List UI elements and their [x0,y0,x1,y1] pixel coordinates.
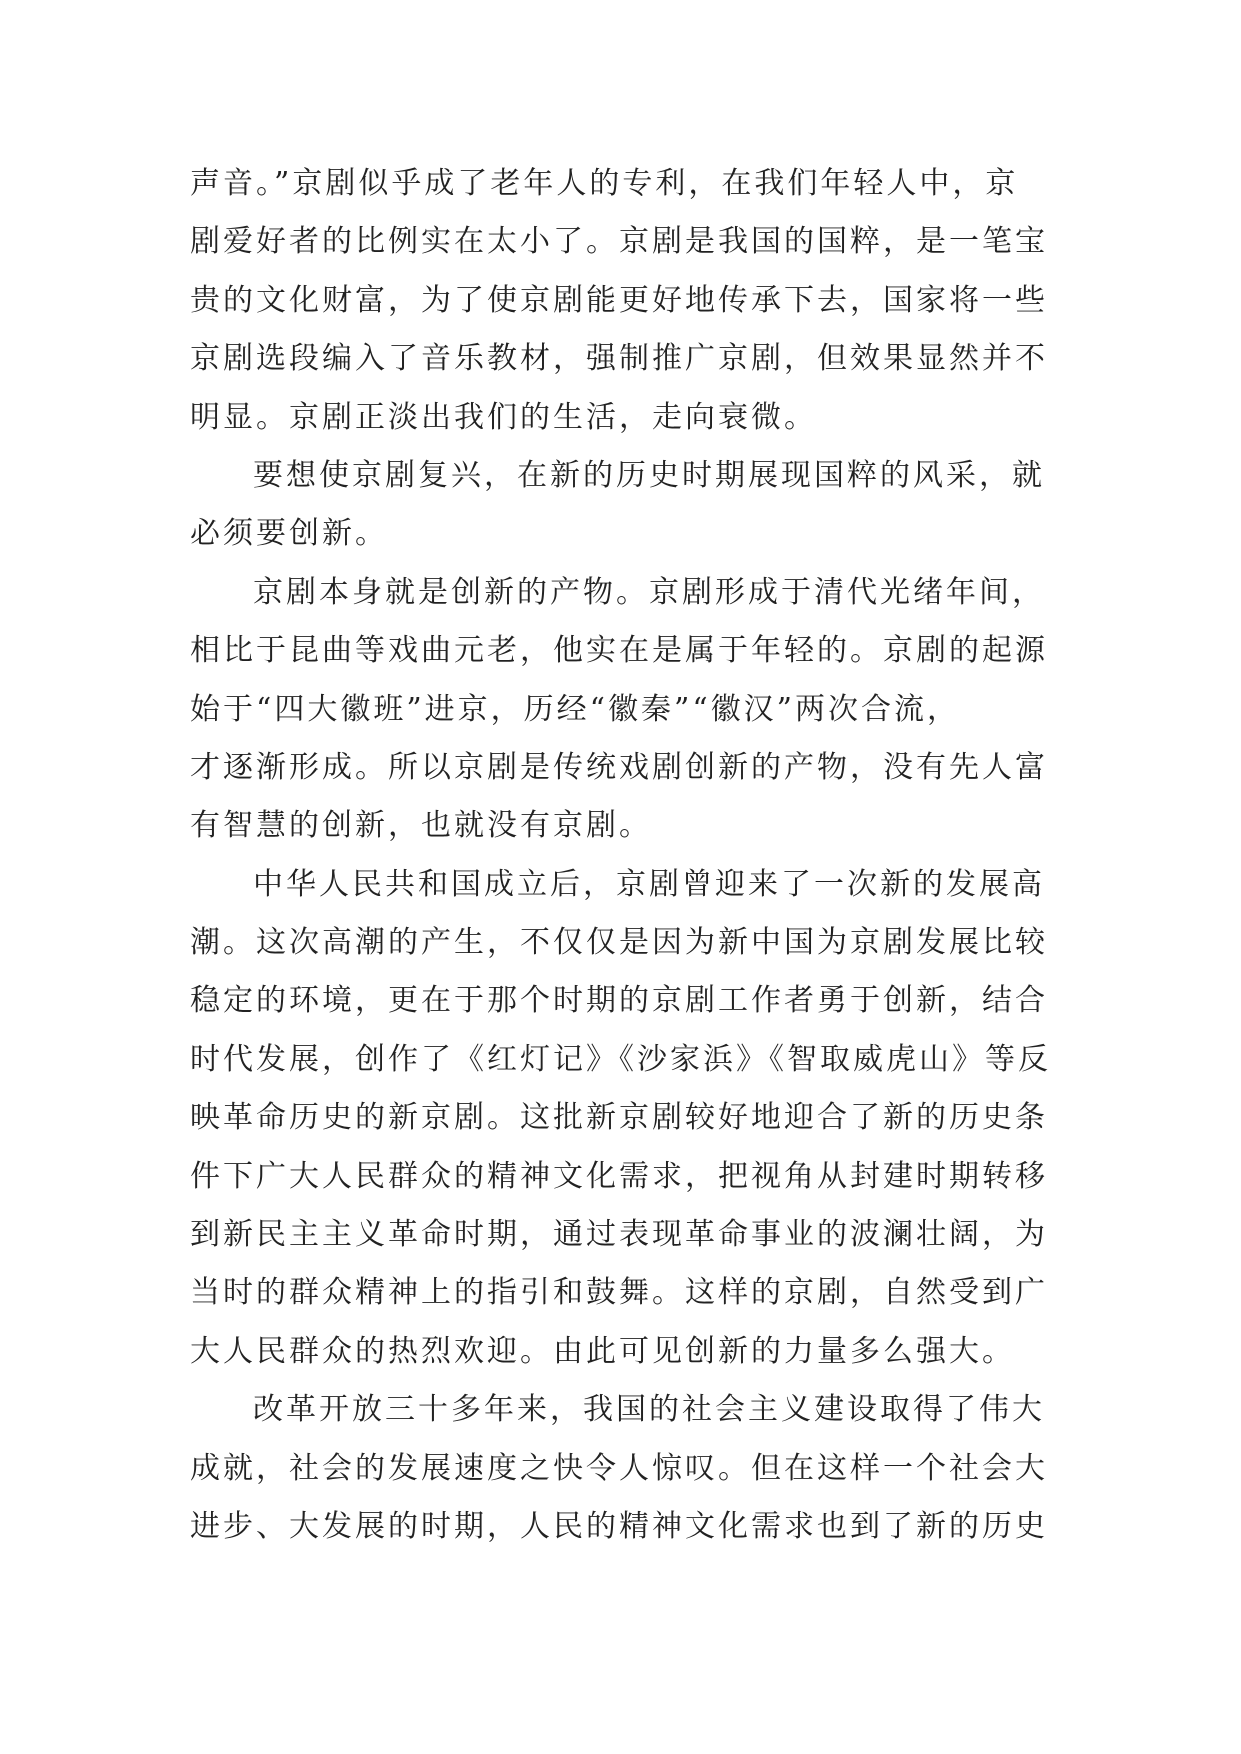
text-line: 明显。京剧正淡出我们的生活，走向衰微。 [190,399,817,435]
text-line: 始于“四大徽班”进京，历经“徽秦”“徽汉”两次合流， [190,691,961,727]
text-line: 潮。这次高潮的产生，不仅仅是因为新中国为京剧发展比较 [190,925,1048,961]
text-line: 才逐渐形成。所以京剧是传统戏剧创新的产物，没有先人富 [190,749,1048,785]
text-line: 相比于昆曲等戏曲元老，他实在是属于年轻的。京剧的起源 [190,633,1048,669]
text-line: 成就，社会的发展速度之快令人惊叹。但在这样一个社会大 [190,1450,1048,1486]
text-line: 映革命历史的新京剧。这批新京剧较好地迎合了新的历史条 [190,1100,1048,1136]
text-line: 声音。”京剧似乎成了老年人的专利，在我们年轻人中，京 [190,166,1019,201]
text-line: 京剧选段编入了音乐教材，强制推广京剧，但效果显然并不 [190,341,1048,377]
text-line: 到新民主主义革命时期，通过表现革命事业的波澜壮阔，为 [190,1217,1048,1253]
text-line: 件下广大人民群众的精神文化需求，把视角从封建时期转移 [190,1158,1048,1194]
text-line: 稳定的环境，更在于那个时期的京剧工作者勇于创新，结合 [190,983,1048,1019]
text-line: 必须要创新。 [190,516,388,552]
text-line: 大人民群众的热烈欢迎。由此可见创新的力量多么强大。 [190,1333,1015,1369]
text-line: 剧爱好者的比例实在太小了。京剧是我国的国粹，是一笔宝 [190,224,1048,260]
paragraph-first-line: 京剧本身就是创新的产物。京剧形成于清代光绪年间， [253,574,1045,610]
text-line: 当时的群众精神上的指引和鼓舞。这样的京剧，自然受到广 [190,1275,1048,1311]
paragraph-first-line: 中华人民共和国成立后，京剧曾迎来了一次新的发展高 [253,866,1045,902]
text-line: 有智慧的创新，也就没有京剧。 [190,808,652,844]
text-line: 贵的文化财富，为了使京剧能更好地传承下去，国家将一些 [190,282,1048,318]
document-page [190,155,1060,1556]
text-line: 进步、大发展的时期，人民的精神文化需求也到了新的历史 [190,1508,1048,1544]
paragraph-first-line: 要想使京剧复兴，在新的历史时期展现国粹的风采，就 [253,457,1045,493]
text-line: 时代发展，创作了《红灯记》《沙家浜》《智取威虎山》等反 [190,1041,1051,1077]
paragraph-first-line: 改革开放三十多年来，我国的社会主义建设取得了伟大 [253,1392,1045,1428]
